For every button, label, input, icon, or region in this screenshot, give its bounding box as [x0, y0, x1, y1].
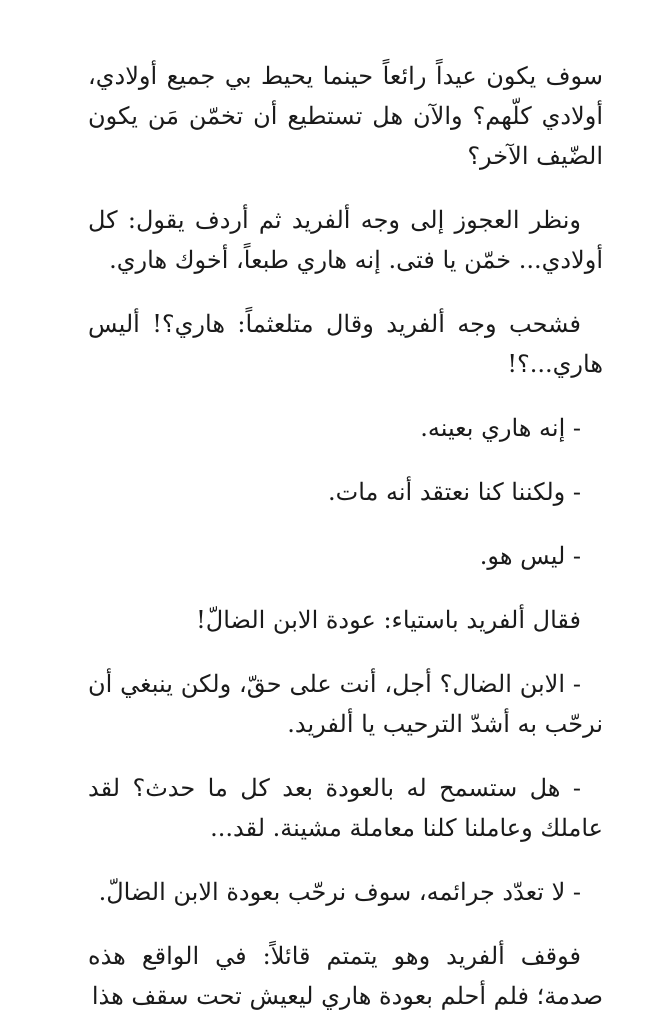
dialogue-line-4: - الابن الضال؟ أجل، أنت على حقّ، ولكن ينبغي أن نرحّب به أشدّ الترحيب يا ألفريد. — [88, 670, 603, 738]
paragraph-1: سوف يكون عيداً رائعاً حينما يحيط بي جميع أولادي، أولادي كلّهم؟ والآن هل تستطيع أن تخمّن مَن يكون الضّيف الآخر؟ — [88, 62, 603, 170]
paragraph-2: ونظر العجوز إلى وجه ألفريد ثم أردف يقول: كل أولادي... خمّن يا فتى. إنه هاري طبعاً، أخوك هاري. — [88, 206, 603, 274]
dialogue-line-3: - ليس هو. — [479, 542, 581, 570]
dialogue-line-6: - لا تعدّد جرائمه، سوف نرحّب بعودة الابن الضالّ. — [98, 878, 581, 906]
dialogue-line-1: - إنه هاري بعينه. — [420, 414, 581, 442]
paragraph-4: فقال ألفريد باستياء: عودة الابن الضالّ! — [196, 606, 581, 634]
dialogue-line-5: - هل ستسمح له بالعودة بعد كل ما حدث؟ لقد عاملك وعاملنا كلنا معاملة مشينة. لقد... — [88, 774, 603, 842]
paragraph-5: فوقف ألفريد وهو يتمتم قائلاً: في الواقع هذه صدمة؛ فلم أحلم بعودة هاري ليعيش تحت سقف هذا — [88, 942, 603, 1010]
book-page — [88, 56, 603, 1016]
paragraph-3: فشحب وجه ألفريد وقال متلعثماً: هاري؟! أليس هاري...؟! — [88, 310, 603, 378]
dialogue-line-2: - ولكننا كنا نعتقد أنه مات. — [327, 478, 581, 506]
